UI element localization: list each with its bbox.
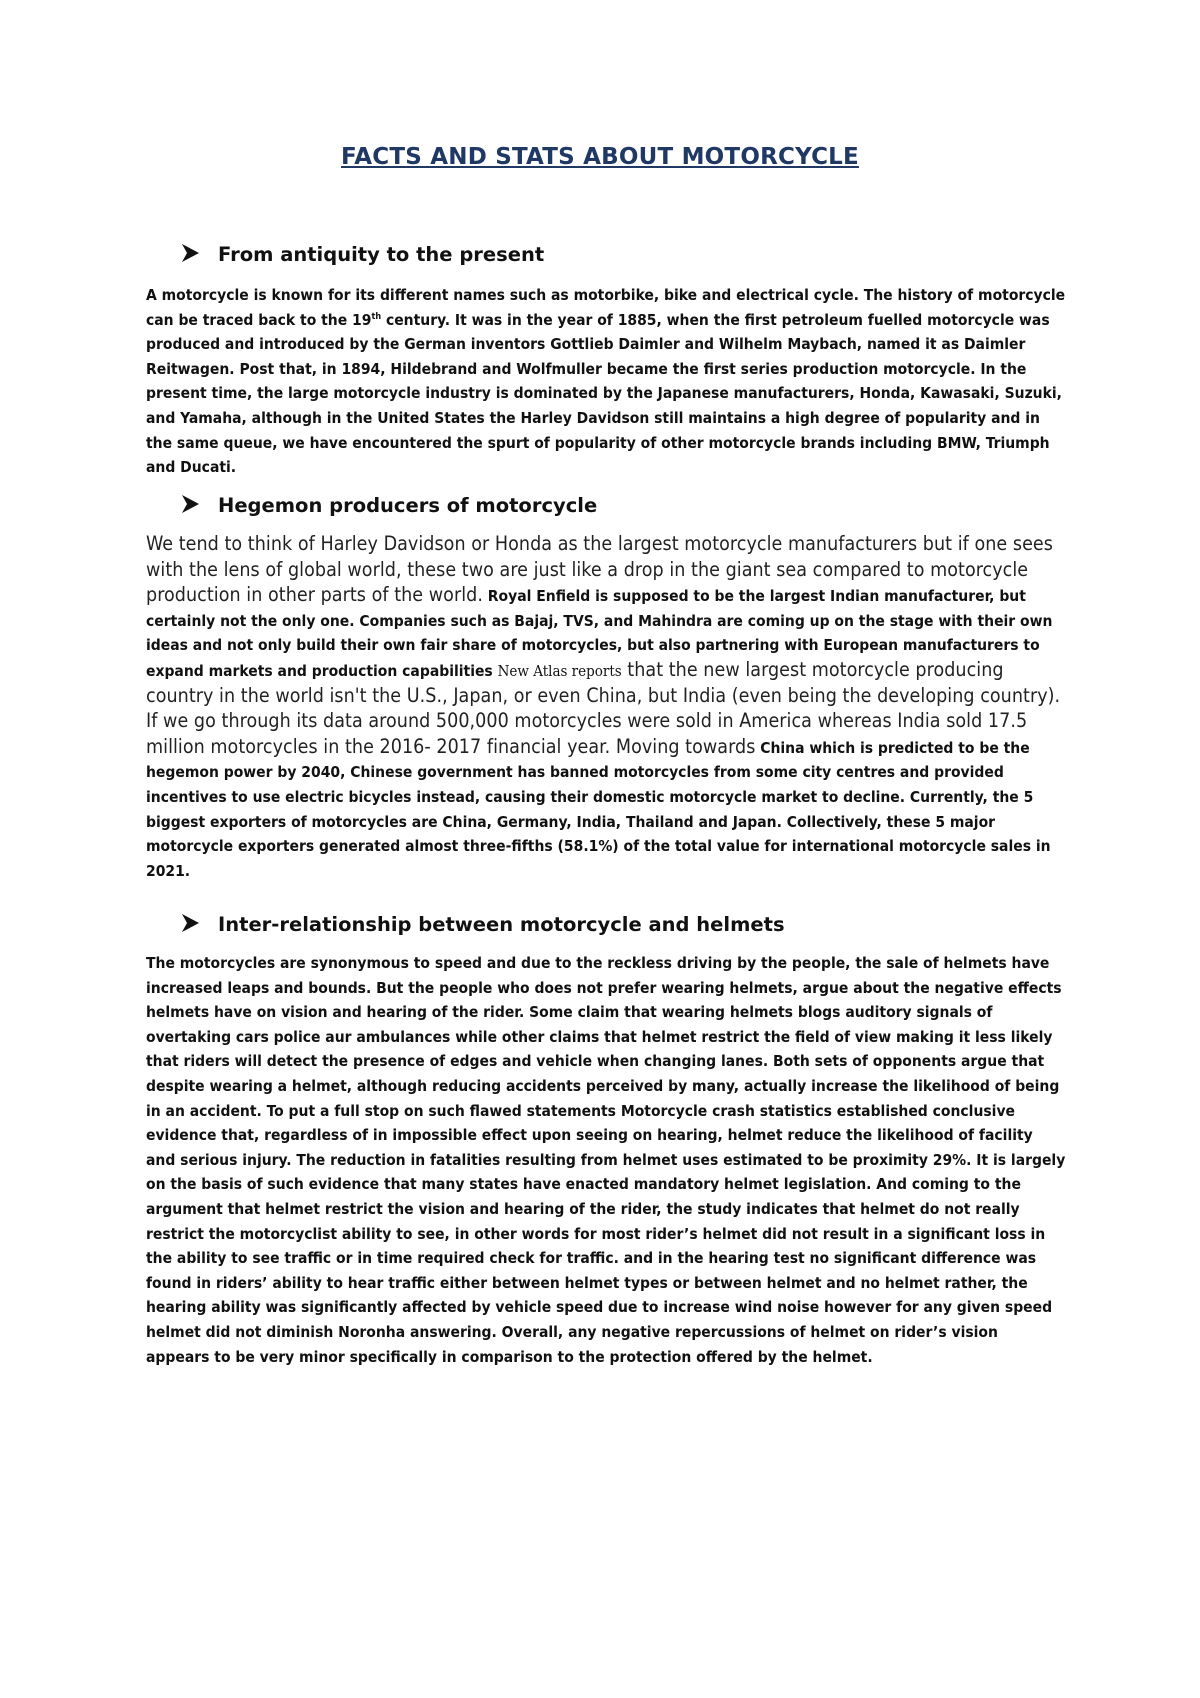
section-heading-producers [180,494,597,517]
paragraph-text: century. It was in the year of 1885, when the first petroleum fuelled motorcycle was produced and introduced by the German inventors Gottlieb Daimler and Wilhelm Maybach, named it as Daimler Reitwagen. Post that, in 1894, Hildebrand and Wolfmuller became the first series production motorcycle. In the present time, the large motorcycle industry is dominated by the Japanese manufacturers, Honda, Kawasaki, Suzuki, and Yamaha, although in the United States the Harley Davidson still maintains a high degree of popularity and in the same queue, we have encountered the spurt of popularity of other motorcycle brands including BMW, Triumph and Ducati. [146,310,1062,477]
arrow-bullet-icon [180,243,218,266]
paragraph-text: A motorcycle is known for its different names such as motorbike, bike and electrical cycle. The history of motorcycle can be traced back to the 19 [146,286,1066,329]
arrow-bullet-icon [180,913,218,936]
section-paragraph-producers [146,532,1066,883]
arrow-bullet-icon [180,494,218,517]
paragraph-text-regular: We tend to think of Harley Davidson or Honda as the largest motorcycle manufacturers but if one sees with the lens of global world, these two are just like a drop in the giant sea compared to motorcycle production in other parts of the world. [146,532,1053,607]
paragraph-text-bold: Royal Enfield is supposed to be the largest Indian manufacturer, but certainly not the only one. Companies such as Bajaj, TVS, and Mahindra are coming up on the stage with their own ideas and not only build their own fair share of motorcycles, but also partnering with European manufacturers to expand markets and production capabilities [146,587,1053,680]
paragraph-text: The motorcycles are synonymous to speed and due to the reckless driving by the people, the sale of helmets have increased leaps and bounds. But the people who does not prefer wearing helmets, argue about the negative effects helmets have on vision and hearing of the rider. Some claim that wearing helmets blogs auditory signals of overtaking cars police aur ambulances while other claims that helmet restrict the field of view making it less likely that riders will detect the presence of edges and vehicle when changing lanes. Both sets of opponents argue that despite wearing a helmet, although reducing accidents perceived by many, actually increase the likelihood of being in an accident. To put a full stop on such flawed statements Motorcycle crash statistics established conclusive evidence that, regardless of in impossible effect upon seeing on hearing, helmet reduce the likelihood of facility and serious injury. The reduction in fatalities resulting from helmet uses estimated to be proximity 29%. It is largely on the basis of such evidence that many states have enacted mandatory helmet legislation. And coming to the argument that helmet restrict the vision and hearing of the rider, the study indicates that helmet do not really restrict the motorcyclist ability to see, in other words for most rider’s helmet did not result in a significant loss in the ability to see traffic or in time required check for traffic. and in the hearing test no significant difference was found in riders’ ability to hear traffic either between helmet types or between helmet and no helmet rather, the hearing ability was significantly affected by vehicle speed due to increase wind noise however for any given speed helmet did not diminish Noronha answering. Overall, any negative repercussions of helmet on rider’s vision appears to be very minor specifically in comparison to the protection offered by the helmet. [146,954,1066,1366]
section-paragraph-helmets [146,951,1066,1369]
document-title: FACTS AND STATS ABOUT MOTORCYCLE [341,144,859,170]
section-heading-text: Hegemon producers of motorcycle [218,494,598,517]
superscript-text: th [371,311,382,322]
section-heading-text: Inter-relationship between motorcycle and helmets [218,913,785,936]
source-mention-text: New Atlas reports [497,661,622,680]
paragraph-text-bold: China which is predicted to be the hegemon power by 2040, Chinese government has banned motorcycles from some city centres and provided incentives to use electric bicycles instead, causing their domestic motorcycle market to decline. Currently, the 5 biggest exporters of motorcycles are China, Germany, India, Thailand and Japan. Collectively, these 5 major motorcycle exporters generated almost three-fifths (58.1%) of the total value for international motorcycle sales in 2021. [146,738,1051,880]
section-paragraph-history [146,283,1066,480]
paragraph-text-regular: that the new largest motorcycle producing country in the world isn't the U.S., Japan, or even China, but India (even being the developing country). If we go through its data around 500,000 motorcycles were sold in America whereas India sold 17.5 million motorcycles in the 2016- 2017 financial year. Moving towards [146,657,1061,758]
section-heading-history [180,243,544,266]
section-heading-helmets [180,913,785,936]
section-heading-text: From antiquity to the present [218,243,545,266]
